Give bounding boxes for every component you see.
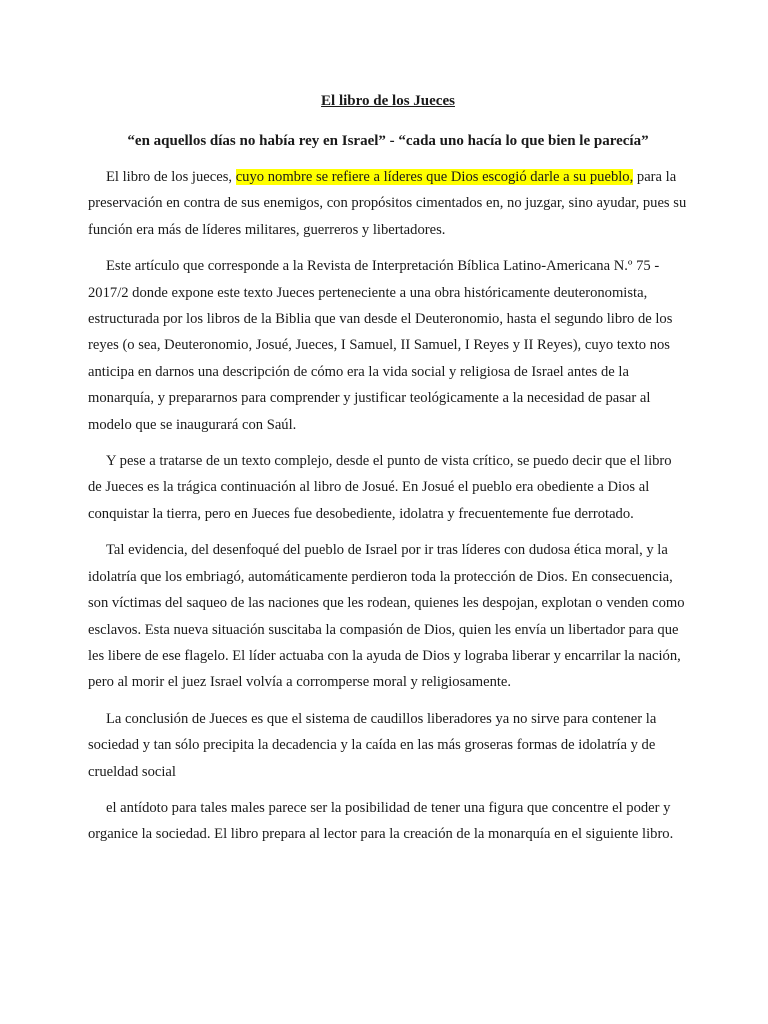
paragraph-2: Este artículo que corresponde a la Revista de Interpretación Bíblica Latino-Americana N.º 75 - 2017/2 donde expone este texto Jueces perteneciente a una obra históricamente deuteronomista, estructurada por los libros de la Biblia que van desde el Deuteronomio, hasta el segundo libro de los reyes (o sea, Deuteronomio, Josué, Jueces, I Samuel, II Samuel, I Reyes y II Reyes), cuyo texto nos anticipa en darnos una descripción de cómo era la vida social y religiosa de Israel antes de la monarquía, y prepararnos para comprender y justificar teológicamente a la necesidad de pasar al modelo que se inaugurará con Saúl. bbox=[88, 258, 673, 433]
highlighted-text: cuyo nombre se refiere a líderes que Dios escogió darle a su pueblo, bbox=[235, 169, 634, 185]
paragraph-1-rest: para la preservación en contra de sus enemigos, con propósitos cimentados en, no juzgar, sino ayudar, pues su función era más de líderes militares, guerreros y libertadores. bbox=[88, 169, 687, 238]
document-page bbox=[88, 88, 688, 858]
document-subtitle: “en aquellos días no había rey en Israel” - “cada uno hacía lo que bien le parecía” bbox=[127, 133, 649, 149]
paragraph-3: Y pese a tratarse de un texto complejo, desde el punto de vista crítico, se puedo decir que el libro de Jueces es la trágica continuación al libro de Josué. En Josué el pueblo era obediente a Dios al conquistar la tierra, pero en Jueces fue desobediente, idolatra y frecuentemente fue derrotado. bbox=[88, 453, 672, 522]
paragraph-1-lead: El libro de los jueces, bbox=[106, 169, 236, 185]
paragraph-5: La conclusión de Jueces es que el sistema de caudillos liberadores ya no sirve para contener la sociedad y tan sólo precipita la decadencia y la caída en las más groseras formas de idolatría y de crueldad social bbox=[88, 710, 657, 780]
paragraph-1 bbox=[88, 164, 688, 243]
document-title: El libro de los Jueces bbox=[321, 93, 455, 109]
paragraph-4: Tal evidencia, del desenfoqué del pueblo de Israel por ir tras líderes con dudosa ética moral, y la idolatría que los embriagó, automáticamente perdieron toda la protección de Dios. En consecuencia, son víctimas del saqueo de las naciones que les rodean, quienes les despojan, explotan o venden como esclavos. Esta nueva situación suscitaba la compasión de Dios, quien les envía un libertador para que les libere de ese flagelo. El líder actuaba con la ayuda de Dios y lograba liberar y encarrilar la nación, pero al morir el juez Israel volvía a corromperse moral y religiosamente. bbox=[88, 542, 685, 691]
paragraph-6: el antídoto para tales males parece ser la posibilidad de tener una figura que concentre el poder y organice la sociedad. El libro prepara al lector para la creación de la monarquía en el siguiente libro. bbox=[88, 799, 674, 843]
